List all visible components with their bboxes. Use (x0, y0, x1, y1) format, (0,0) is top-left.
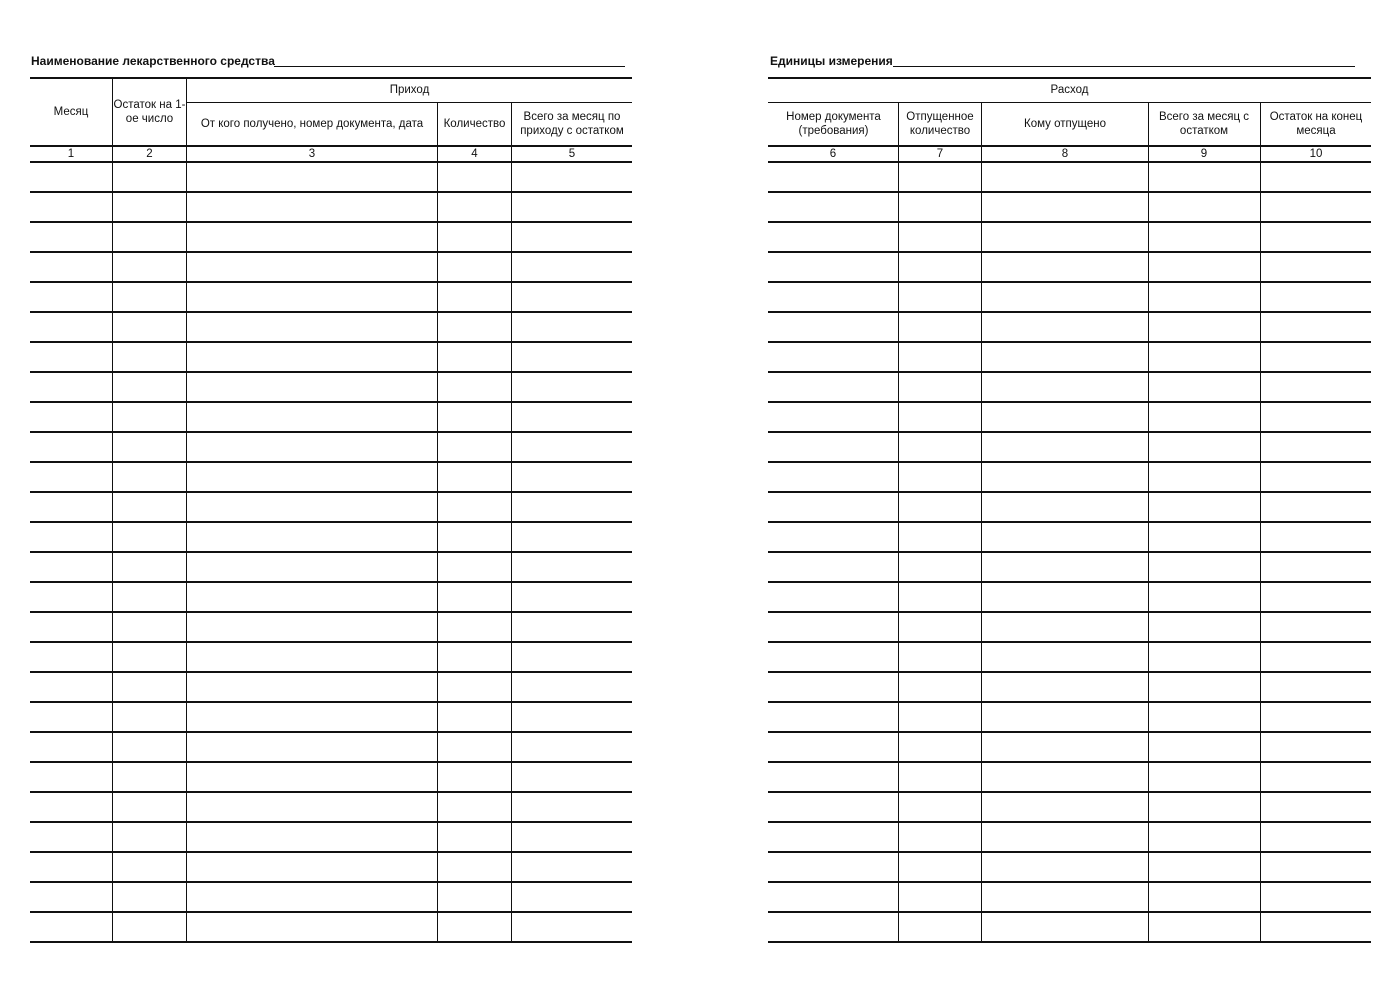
table-cell[interactable] (114, 253, 185, 280)
header-released-qty: Отпущенное количество (906, 111, 974, 137)
table-cell[interactable] (770, 223, 897, 250)
table-cell[interactable] (1262, 373, 1370, 400)
table-cell[interactable] (900, 673, 980, 700)
table-cell[interactable] (1262, 823, 1370, 850)
table-cell[interactable] (1262, 583, 1370, 610)
table-cell[interactable] (900, 403, 980, 430)
table-cell[interactable] (1150, 883, 1259, 910)
table-cell[interactable] (900, 163, 980, 190)
table-cell[interactable] (32, 163, 111, 190)
table-cell[interactable] (32, 223, 111, 250)
table-cell[interactable] (1150, 313, 1259, 340)
table-cell[interactable] (439, 643, 510, 670)
table-cell[interactable] (770, 553, 897, 580)
table-cell[interactable] (770, 643, 897, 670)
table-cell[interactable] (32, 523, 111, 550)
table-cell[interactable] (1150, 673, 1259, 700)
table-cell[interactable] (1150, 403, 1259, 430)
table-cell[interactable] (983, 403, 1147, 430)
table-cell[interactable] (32, 283, 111, 310)
table-cell[interactable] (983, 223, 1147, 250)
table-cell[interactable] (900, 193, 980, 220)
table-cell[interactable] (900, 853, 980, 880)
table-cell[interactable] (513, 823, 631, 850)
table-cell[interactable] (513, 283, 631, 310)
table-cell[interactable] (114, 613, 185, 640)
table-cell[interactable] (983, 733, 1147, 760)
header-total-expense: Всего за месяц с остатком (1158, 111, 1250, 137)
table-cell[interactable] (900, 733, 980, 760)
table-cell[interactable] (770, 313, 897, 340)
table-cell[interactable] (513, 883, 631, 910)
table-cell[interactable] (983, 463, 1147, 490)
table-cell[interactable] (1150, 853, 1259, 880)
table-cell[interactable] (114, 223, 185, 250)
table-cell[interactable] (770, 763, 897, 790)
table-cell[interactable] (770, 583, 897, 610)
table-cell[interactable] (1150, 763, 1259, 790)
table-cell[interactable] (188, 433, 436, 460)
table-cell[interactable] (439, 733, 510, 760)
table-cell[interactable] (1150, 583, 1259, 610)
table-cell[interactable] (114, 823, 185, 850)
table-cell[interactable] (114, 403, 185, 430)
table-cell[interactable] (1262, 403, 1370, 430)
table-cell[interactable] (114, 733, 185, 760)
table-cell[interactable] (770, 673, 897, 700)
table-cell[interactable] (770, 493, 897, 520)
table-cell[interactable] (513, 763, 631, 790)
table-cell[interactable] (114, 283, 185, 310)
table-cell[interactable] (439, 883, 510, 910)
table-cell[interactable] (513, 523, 631, 550)
table-cell[interactable] (188, 583, 436, 610)
table-cell[interactable] (32, 583, 111, 610)
table-cell[interactable] (900, 523, 980, 550)
table-cell[interactable] (900, 883, 980, 910)
table-cell[interactable] (188, 613, 436, 640)
table-cell[interactable] (770, 853, 897, 880)
table-cell[interactable] (900, 463, 980, 490)
table-cell[interactable] (983, 583, 1147, 610)
table-cell[interactable] (513, 613, 631, 640)
table-cell[interactable] (983, 883, 1147, 910)
table-cell[interactable] (983, 793, 1147, 820)
table-cell[interactable] (32, 823, 111, 850)
table-cell[interactable] (983, 913, 1147, 940)
table-cell[interactable] (1262, 703, 1370, 730)
table-cell[interactable] (513, 733, 631, 760)
table-cell[interactable] (439, 673, 510, 700)
table-cell[interactable] (32, 673, 111, 700)
table-cell[interactable] (900, 703, 980, 730)
table-cell[interactable] (188, 223, 436, 250)
table-cell[interactable] (513, 313, 631, 340)
table-cell[interactable] (439, 853, 510, 880)
table-cell[interactable] (1262, 283, 1370, 310)
expense-group-divider (768, 102, 1371, 103)
table-cell[interactable] (770, 733, 897, 760)
table-cell[interactable] (983, 523, 1147, 550)
table-cell[interactable] (114, 163, 185, 190)
table-cell[interactable] (32, 853, 111, 880)
table-cell[interactable] (1262, 733, 1370, 760)
table-cell[interactable] (900, 493, 980, 520)
table-cell[interactable] (900, 763, 980, 790)
table-cell[interactable] (513, 853, 631, 880)
table-cell[interactable] (114, 373, 185, 400)
table-cell[interactable] (439, 223, 510, 250)
table-cell[interactable] (114, 913, 185, 940)
table-cell[interactable] (439, 283, 510, 310)
table-cell[interactable] (32, 463, 111, 490)
header-quantity: Количество (443, 118, 506, 130)
header-total-income: Всего за месяц по приходу с остатком (520, 111, 624, 137)
table-cell[interactable] (1262, 223, 1370, 250)
table-cell[interactable] (439, 313, 510, 340)
table-cell[interactable] (439, 793, 510, 820)
row-divider (768, 941, 1371, 943)
table-cell[interactable] (32, 313, 111, 340)
table-cell[interactable] (513, 433, 631, 460)
table-cell[interactable] (188, 283, 436, 310)
table-cell[interactable] (513, 673, 631, 700)
table-cell[interactable] (114, 523, 185, 550)
table-cell[interactable] (1262, 883, 1370, 910)
table-cell[interactable] (114, 553, 185, 580)
table-cell[interactable] (188, 253, 436, 280)
table-cell[interactable] (1262, 673, 1370, 700)
table-cell[interactable] (1262, 253, 1370, 280)
table-cell[interactable] (513, 223, 631, 250)
table-cell[interactable] (770, 913, 897, 940)
column-number: 6 (829, 148, 837, 160)
table-cell[interactable] (32, 613, 111, 640)
table-cell[interactable] (770, 403, 897, 430)
table-cell[interactable] (32, 403, 111, 430)
table-cell[interactable] (114, 343, 185, 370)
table-cell[interactable] (32, 493, 111, 520)
table-cell[interactable] (900, 643, 980, 670)
table-cell[interactable] (439, 553, 510, 580)
table-cell[interactable] (32, 883, 111, 910)
table-cell[interactable] (983, 163, 1147, 190)
table-cell[interactable] (188, 913, 436, 940)
table-cell[interactable] (32, 913, 111, 940)
table-cell[interactable] (1150, 643, 1259, 670)
column-number: 3 (308, 148, 316, 160)
table-cell[interactable] (770, 373, 897, 400)
table-cell[interactable] (32, 343, 111, 370)
table-cell[interactable] (1150, 223, 1259, 250)
table-cell[interactable] (114, 313, 185, 340)
table-cell[interactable] (900, 283, 980, 310)
table-cell[interactable] (188, 523, 436, 550)
table-cell[interactable] (983, 763, 1147, 790)
table-cell[interactable] (1262, 313, 1370, 340)
column-number: 2 (146, 148, 153, 160)
table-cell[interactable] (1150, 373, 1259, 400)
table-cell[interactable] (188, 193, 436, 220)
table-cell[interactable] (32, 763, 111, 790)
table-cell[interactable] (513, 163, 631, 190)
table-cell[interactable] (439, 373, 510, 400)
table-cell[interactable] (770, 433, 897, 460)
table-cell[interactable] (770, 253, 897, 280)
header-to-whom: Кому отпущено (1024, 118, 1106, 130)
table-cell[interactable] (439, 823, 510, 850)
row-divider (30, 941, 632, 943)
table-cell[interactable] (900, 253, 980, 280)
table-cell[interactable] (114, 193, 185, 220)
table-cell[interactable] (900, 433, 980, 460)
table-cell[interactable] (439, 703, 510, 730)
table-cell[interactable] (983, 193, 1147, 220)
table-cell[interactable] (114, 493, 185, 520)
table-cell[interactable] (188, 823, 436, 850)
table-cell[interactable] (114, 643, 185, 670)
table-cell[interactable] (513, 553, 631, 580)
table-cell[interactable] (1150, 253, 1259, 280)
table-cell[interactable] (439, 163, 510, 190)
table-cell[interactable] (983, 313, 1147, 340)
table-cell[interactable] (439, 493, 510, 520)
table-cell[interactable] (770, 703, 897, 730)
header-balance-first: Остаток на 1-ое число (113, 98, 186, 125)
table-cell[interactable] (114, 853, 185, 880)
table-cell[interactable] (900, 343, 980, 370)
table-cell[interactable] (770, 793, 897, 820)
table-cell[interactable] (770, 193, 897, 220)
table-cell[interactable] (513, 253, 631, 280)
table-cell[interactable] (983, 703, 1147, 730)
table-cell[interactable] (900, 553, 980, 580)
table-cell[interactable] (32, 643, 111, 670)
column-number: 1 (67, 148, 75, 160)
table-cell[interactable] (513, 193, 631, 220)
left-page-title: Наименование лекарственного средства (31, 54, 275, 68)
header-from-whom: От кого получено, номер документа, дата (200, 118, 424, 130)
table-cell[interactable] (1262, 493, 1370, 520)
table-cell[interactable] (983, 253, 1147, 280)
table-cell[interactable] (32, 433, 111, 460)
table-cell[interactable] (188, 463, 436, 490)
table-cell[interactable] (32, 703, 111, 730)
table-cell[interactable] (188, 763, 436, 790)
table-cell[interactable] (513, 793, 631, 820)
table-cell[interactable] (1150, 283, 1259, 310)
table-cell[interactable] (900, 793, 980, 820)
table-cell[interactable] (1150, 433, 1259, 460)
table-cell[interactable] (1150, 613, 1259, 640)
table-cell[interactable] (1150, 343, 1259, 370)
table-cell[interactable] (1150, 163, 1259, 190)
table-cell[interactable] (1262, 163, 1370, 190)
table-cell[interactable] (1262, 763, 1370, 790)
units-field[interactable] (893, 66, 1355, 67)
table-cell[interactable] (114, 433, 185, 460)
table-cell[interactable] (439, 253, 510, 280)
table-cell[interactable] (983, 433, 1147, 460)
table-cell[interactable] (900, 223, 980, 250)
table-cell[interactable] (983, 493, 1147, 520)
table-cell[interactable] (770, 823, 897, 850)
table-cell[interactable] (983, 343, 1147, 370)
table-cell[interactable] (513, 703, 631, 730)
column-number: 9 (1200, 148, 1208, 160)
table-cell[interactable] (770, 343, 897, 370)
table-cell[interactable] (114, 583, 185, 610)
table-cell[interactable] (114, 463, 185, 490)
table-cell[interactable] (188, 493, 436, 520)
table-cell[interactable] (513, 373, 631, 400)
header-expense-group: Расход (1050, 84, 1089, 96)
table-cell[interactable] (513, 463, 631, 490)
column-number: 5 (568, 148, 576, 160)
header-doc-number: Номер документа (требования) (786, 111, 881, 137)
table-cell[interactable] (1262, 523, 1370, 550)
table-cell[interactable] (439, 913, 510, 940)
column-number: 10 (1309, 148, 1323, 160)
table-cell[interactable] (513, 403, 631, 430)
table-cell[interactable] (439, 343, 510, 370)
table-cell[interactable] (439, 403, 510, 430)
table-cell[interactable] (1150, 793, 1259, 820)
header-month: Месяц (53, 105, 89, 118)
table-cell[interactable] (1262, 343, 1370, 370)
table-cell[interactable] (439, 763, 510, 790)
table-cell[interactable] (770, 283, 897, 310)
table-cell[interactable] (32, 253, 111, 280)
table-cell[interactable] (983, 643, 1147, 670)
table-cell[interactable] (1262, 463, 1370, 490)
table-cell[interactable] (770, 163, 897, 190)
table-cell[interactable] (188, 373, 436, 400)
table-cell[interactable] (983, 823, 1147, 850)
table-cell[interactable] (32, 733, 111, 760)
table-cell[interactable] (770, 883, 897, 910)
table-cell[interactable] (983, 673, 1147, 700)
table-cell[interactable] (1150, 823, 1259, 850)
table-cell[interactable] (188, 853, 436, 880)
table-cell[interactable] (114, 673, 185, 700)
table-cell[interactable] (114, 763, 185, 790)
table-cell[interactable] (770, 523, 897, 550)
table-cell[interactable] (32, 373, 111, 400)
table-cell[interactable] (513, 493, 631, 520)
drug-name-field[interactable] (274, 66, 625, 67)
column-separator (112, 77, 113, 943)
table-cell[interactable] (114, 793, 185, 820)
table-cell[interactable] (1150, 463, 1259, 490)
table-cell[interactable] (439, 463, 510, 490)
table-cell[interactable] (1150, 493, 1259, 520)
table-cell[interactable] (513, 343, 631, 370)
table-cell[interactable] (770, 613, 897, 640)
table-cell[interactable] (513, 643, 631, 670)
table-cell[interactable] (900, 583, 980, 610)
table-cell[interactable] (114, 703, 185, 730)
table-cell[interactable] (900, 313, 980, 340)
table-cell[interactable] (1262, 193, 1370, 220)
table-cell[interactable] (1150, 733, 1259, 760)
table-cell[interactable] (188, 673, 436, 700)
table-cell[interactable] (32, 793, 111, 820)
table-cell[interactable] (900, 913, 980, 940)
table-cell[interactable] (1262, 433, 1370, 460)
table-cell[interactable] (188, 643, 436, 670)
table-cell[interactable] (439, 583, 510, 610)
table-cell[interactable] (114, 883, 185, 910)
table-cell[interactable] (1262, 553, 1370, 580)
table-cell[interactable] (188, 793, 436, 820)
right-page-title: Единицы измерения (770, 54, 893, 68)
table-cell[interactable] (188, 313, 436, 340)
table-cell[interactable] (770, 463, 897, 490)
table-cell[interactable] (32, 553, 111, 580)
table-cell[interactable] (1262, 613, 1370, 640)
table-cell[interactable] (188, 163, 436, 190)
header-balance-end: Остаток на конец месяца (1269, 111, 1363, 137)
table-cell[interactable] (1262, 643, 1370, 670)
table-cell[interactable] (983, 853, 1147, 880)
table-cell[interactable] (1150, 703, 1259, 730)
table-cell[interactable] (1150, 193, 1259, 220)
table-cell[interactable] (439, 433, 510, 460)
table-cell[interactable] (983, 373, 1147, 400)
table-cell[interactable] (1262, 913, 1370, 940)
table-top-border (768, 77, 1371, 79)
table-cell[interactable] (983, 283, 1147, 310)
table-cell[interactable] (983, 553, 1147, 580)
table-cell[interactable] (1262, 853, 1370, 880)
table-cell[interactable] (188, 883, 436, 910)
header-income-group: Приход (389, 84, 430, 96)
table-cell[interactable] (188, 703, 436, 730)
table-cell[interactable] (439, 523, 510, 550)
table-cell[interactable] (1150, 523, 1259, 550)
table-cell[interactable] (1262, 793, 1370, 820)
income-group-divider (186, 102, 632, 103)
table-cell[interactable] (900, 823, 980, 850)
table-cell[interactable] (188, 553, 436, 580)
column-number: 4 (471, 148, 478, 160)
table-cell[interactable] (32, 193, 111, 220)
table-cell[interactable] (188, 733, 436, 760)
table-cell[interactable] (983, 613, 1147, 640)
table-cell[interactable] (188, 403, 436, 430)
table-cell[interactable] (1150, 553, 1259, 580)
column-number: 8 (1061, 148, 1069, 160)
table-cell[interactable] (439, 613, 510, 640)
table-cell[interactable] (1150, 913, 1259, 940)
table-cell[interactable] (439, 193, 510, 220)
column-number: 7 (936, 148, 944, 160)
table-cell[interactable] (513, 583, 631, 610)
table-cell[interactable] (900, 373, 980, 400)
table-cell[interactable] (900, 613, 980, 640)
column-separator (186, 77, 187, 943)
table-cell[interactable] (188, 343, 436, 370)
table-cell[interactable] (513, 913, 631, 940)
